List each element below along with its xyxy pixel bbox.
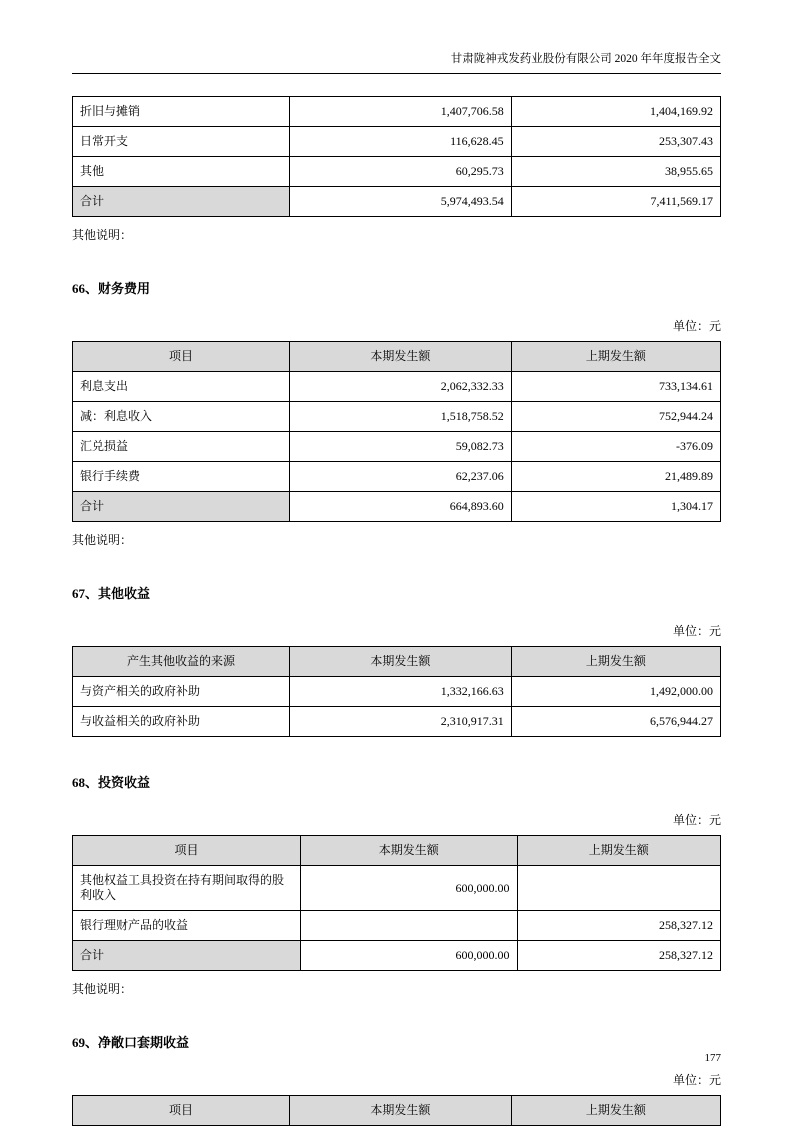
row-label-cell: 其他	[73, 157, 290, 187]
previous-amount-cell: 38,955.65	[511, 157, 720, 187]
other-note: 其他说明：	[72, 228, 133, 242]
row-label-cell: 合计	[73, 187, 290, 217]
row-label-cell: 与收益相关的政府补助	[73, 707, 290, 737]
other-note: 其他说明：	[72, 982, 133, 996]
row-label-cell: 折旧与摊销	[73, 97, 290, 127]
table-row	[73, 462, 721, 492]
section-66-title: 66、财务费用	[72, 281, 151, 296]
section-69-title: 69、净敞口套期收益	[72, 1035, 190, 1050]
net-exposure-hedge-table	[72, 1095, 721, 1126]
row-label-cell: 银行理财产品的收益	[73, 911, 301, 941]
table-row	[73, 432, 721, 462]
table-row	[73, 911, 721, 941]
investment-income-table	[72, 835, 721, 971]
table-row	[73, 677, 721, 707]
previous-amount-cell: 733,134.61	[511, 372, 720, 402]
table-row	[73, 127, 721, 157]
previous-amount-cell: 6,576,944.27	[511, 707, 720, 737]
unit-label: 单位：元	[672, 319, 721, 333]
column-header: 本期发生额	[290, 1096, 512, 1126]
current-amount-cell: 62,237.06	[290, 462, 512, 492]
table-row	[73, 372, 721, 402]
current-amount-cell: 2,062,332.33	[290, 372, 512, 402]
section-67-title: 67、其他收益	[72, 586, 151, 601]
current-amount-cell: 5,974,493.54	[290, 187, 512, 217]
column-header: 项目	[73, 342, 290, 372]
row-label-cell: 银行手续费	[73, 462, 290, 492]
previous-amount-cell	[517, 866, 720, 911]
column-header: 本期发生额	[290, 342, 512, 372]
table-row	[73, 97, 721, 127]
current-amount-cell: 116,628.45	[290, 127, 512, 157]
current-amount-cell	[301, 911, 517, 941]
previous-amount-cell: 7,411,569.17	[511, 187, 720, 217]
current-amount-cell: 59,082.73	[290, 432, 512, 462]
column-header: 产生其他收益的来源	[73, 647, 290, 677]
previous-amount-cell: 1,304.17	[511, 492, 720, 522]
row-label-cell: 合计	[73, 941, 301, 971]
previous-amount-cell: 258,327.12	[517, 911, 720, 941]
expenses-continuation-table	[72, 96, 721, 217]
row-label-cell: 与资产相关的政府补助	[73, 677, 290, 707]
previous-amount-cell: -376.09	[511, 432, 720, 462]
table-row	[73, 866, 721, 911]
header-row	[73, 342, 721, 372]
unit-label: 单位：元	[672, 1073, 721, 1087]
report-title: 甘肃陇神戎发药业股份有限公司 2020 年年度报告全文	[450, 53, 721, 65]
current-amount-cell: 1,332,166.63	[290, 677, 512, 707]
total-row	[73, 492, 721, 522]
previous-amount-cell: 752,944.24	[511, 402, 720, 432]
total-row	[73, 941, 721, 971]
current-amount-cell: 664,893.60	[290, 492, 512, 522]
column-header: 项目	[73, 836, 301, 866]
previous-amount-cell: 1,404,169.92	[511, 97, 720, 127]
previous-amount-cell: 1,492,000.00	[511, 677, 720, 707]
table-row	[73, 402, 721, 432]
other-note: 其他说明：	[72, 533, 133, 547]
other-income-table	[72, 646, 721, 737]
current-amount-cell: 2,310,917.31	[290, 707, 512, 737]
unit-label: 单位：元	[672, 624, 721, 638]
current-amount-cell: 600,000.00	[301, 866, 517, 911]
page-number: 177	[704, 1052, 721, 1064]
current-amount-cell: 1,518,758.52	[290, 402, 512, 432]
header-row	[73, 1096, 721, 1126]
total-row	[73, 187, 721, 217]
section-68-title: 68、投资收益	[72, 775, 151, 790]
previous-amount-cell: 21,489.89	[511, 462, 720, 492]
row-label-cell: 汇兑损益	[73, 432, 290, 462]
table-row	[73, 707, 721, 737]
column-header: 本期发生额	[290, 647, 512, 677]
column-header: 项目	[73, 1096, 290, 1126]
row-label-cell: 合计	[73, 492, 290, 522]
column-header: 上期发生额	[517, 836, 720, 866]
column-header: 上期发生额	[511, 1096, 720, 1126]
current-amount-cell: 60,295.73	[290, 157, 512, 187]
row-label-cell: 减：利息收入	[73, 402, 290, 432]
previous-amount-cell: 258,327.12	[517, 941, 720, 971]
row-label-cell: 日常开支	[73, 127, 290, 157]
table-row	[73, 157, 721, 187]
row-label-cell: 利息支出	[73, 372, 290, 402]
unit-label: 单位：元	[672, 813, 721, 827]
row-label-cell: 其他权益工具投资在持有期间取得的股利收入	[73, 866, 301, 911]
column-header: 上期发生额	[511, 647, 720, 677]
header-row	[73, 647, 721, 677]
header-row	[73, 836, 721, 866]
current-amount-cell: 600,000.00	[301, 941, 517, 971]
column-header: 本期发生额	[301, 836, 517, 866]
financial-expenses-table	[72, 341, 721, 522]
previous-amount-cell: 253,307.43	[511, 127, 720, 157]
column-header: 上期发生额	[511, 342, 720, 372]
current-amount-cell: 1,407,706.58	[290, 97, 512, 127]
document-header	[72, 50, 721, 74]
